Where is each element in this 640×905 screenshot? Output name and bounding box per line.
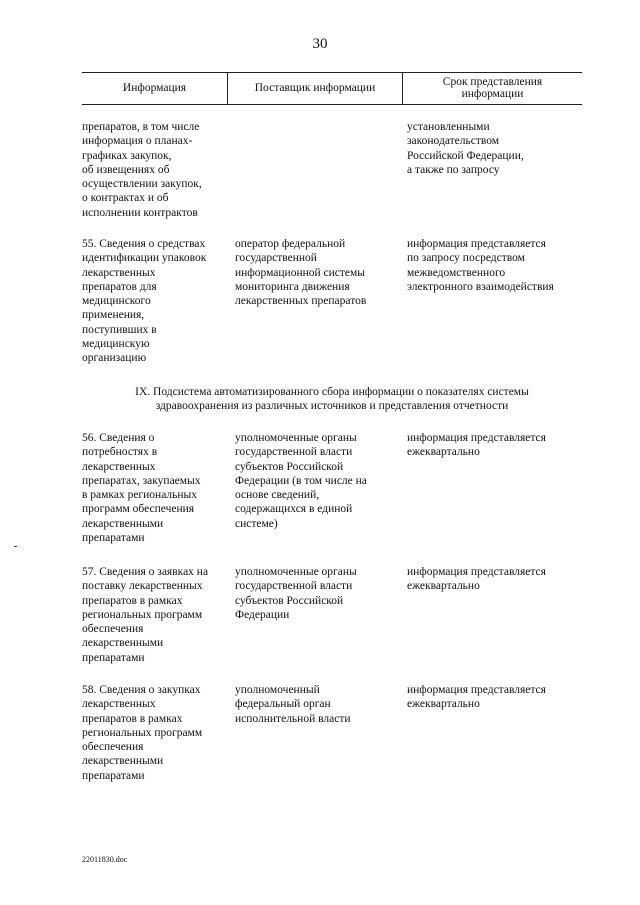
row-supplier: уполномоченные органы государственной власти субъектов Российской Федерации [235,566,357,621]
header-supplier: Поставщик информации [254,82,376,94]
table-header-bottom-rule [82,104,582,105]
header-information: Информация [122,82,187,94]
row-info: 56. Сведения о потребностях в лекарственных препаратах, закупаемых в рамках региональных программ обеспечения лекарственными препаратами [82,432,201,545]
row-deadline: информация представляется ежеквартально [407,432,546,459]
row-deadline: информация представляется по запросу посредством межведомственного электронного взаимодействия [407,238,554,293]
row-supplier: оператор федеральной государственной информационной системы мониторинга движения лекарственных препаратов [235,238,367,308]
row-info: препаратов, в том числе информация о планах- графиках закупок, об извещениях об осуществлении закупок, о контрактах и об исполнении контрактов [82,121,202,219]
row-supplier: уполномоченный федеральный орган исполнительной власти [235,684,351,725]
row-deadline: информация представляется ежеквартально [407,684,546,711]
row-info: 58. Сведения о закупках лекарственных препаратов в рамках региональных программ обеспечения лекарственными препаратами [82,684,203,782]
row-info: 55. Сведения о средствах идентификации упаковок лекарственных препаратов для медицинского применения, поступивших в медицинскую организацию [82,238,207,365]
row-info: 57. Сведения о заявках на поставку лекарственных препаратов в рамках региональных программ обеспечения лекарственными препаратами [82,566,209,664]
row-supplier: уполномоченные органы государственной власти субъектов Российской Федерации (в том числе на основе сведений, содержащихся в единой системе) [235,432,367,530]
section-title: IX. Подсистема автоматизированного сбора информации о показателях системы здравоохранения из различных источников и представления отчетности [135,386,529,413]
page-number: 30 [312,36,328,52]
margin-mark [14,546,17,547]
row-deadline: информация представляется ежеквартально [407,566,546,593]
document-filename: 22011830.doc [82,855,128,864]
header-deadline: Срок представления информации [442,76,543,100]
row-deadline: установленными законодательством Российской Федерации, а также по запросу [407,121,524,176]
